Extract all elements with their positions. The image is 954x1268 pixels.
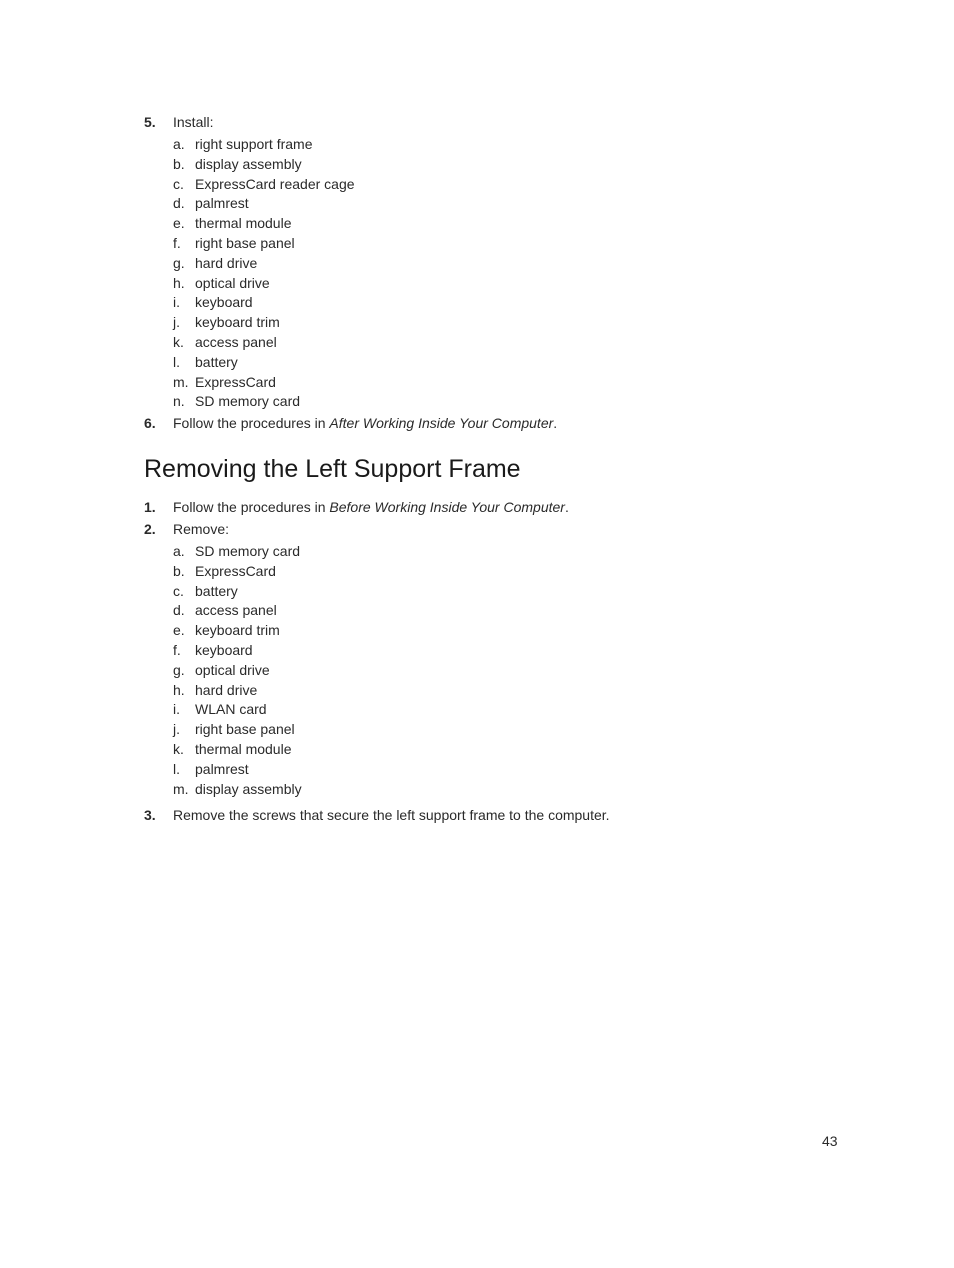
step-number: 3. (144, 807, 156, 823)
step-label: Install: (173, 114, 214, 130)
list-item: j. right base panel (173, 721, 295, 738)
list-item: a. SD memory card (173, 543, 301, 559)
list-item: d. palmrest (173, 195, 249, 212)
list-item: m. display assembly (173, 780, 302, 797)
section-title: Removing the Left Support Frame (144, 455, 521, 483)
list-item: h. hard drive (173, 681, 258, 698)
list-item: i. WLAN card (173, 701, 267, 718)
install-list (173, 134, 673, 411)
page-number: 43 (822, 1133, 838, 1149)
remove-list (173, 541, 673, 798)
list-item: h. optical drive (173, 274, 270, 291)
list-item: e. keyboard trim (173, 622, 280, 639)
list-item: c. battery (173, 582, 238, 599)
list-item: f. right base panel (173, 234, 295, 251)
step-number: 1. (144, 499, 156, 515)
list-item: k. access panel (173, 333, 277, 350)
list-item: b. ExpressCard (173, 562, 276, 579)
list-item: c. ExpressCard reader cage (173, 175, 355, 192)
list-item: l. palmrest (173, 760, 249, 777)
list-item: i. keyboard (173, 294, 253, 311)
step-text: Follow the procedures in Before Working Inside Your Computer. (173, 499, 569, 515)
list-item: j. keyboard trim (173, 314, 280, 331)
step-number: 5. (144, 114, 156, 130)
list-item: b. display assembly (173, 155, 302, 172)
step-number: 2. (144, 521, 156, 537)
list-item: a. right support frame (173, 136, 313, 152)
step-text: Follow the procedures in After Working Inside Your Computer. (173, 415, 558, 431)
list-item: e. thermal module (173, 215, 292, 232)
list-item: g. hard drive (173, 254, 258, 271)
step-text: Remove the screws that secure the left support frame to the computer. (173, 807, 610, 823)
list-item: m. ExpressCard (173, 373, 276, 390)
list-item: l. battery (173, 353, 238, 370)
procedure-link[interactable]: After Working Inside Your Computer (329, 415, 554, 431)
procedure-link[interactable]: Before Working Inside Your Computer (329, 499, 565, 515)
list-item: g. optical drive (173, 661, 270, 678)
list-item: d. access panel (173, 602, 277, 619)
list-item: k. thermal module (173, 740, 292, 757)
list-item: f. keyboard (173, 641, 253, 658)
step-number: 6. (144, 415, 156, 431)
step-label: Remove: (173, 521, 230, 537)
list-item: n. SD memory card (173, 393, 301, 410)
